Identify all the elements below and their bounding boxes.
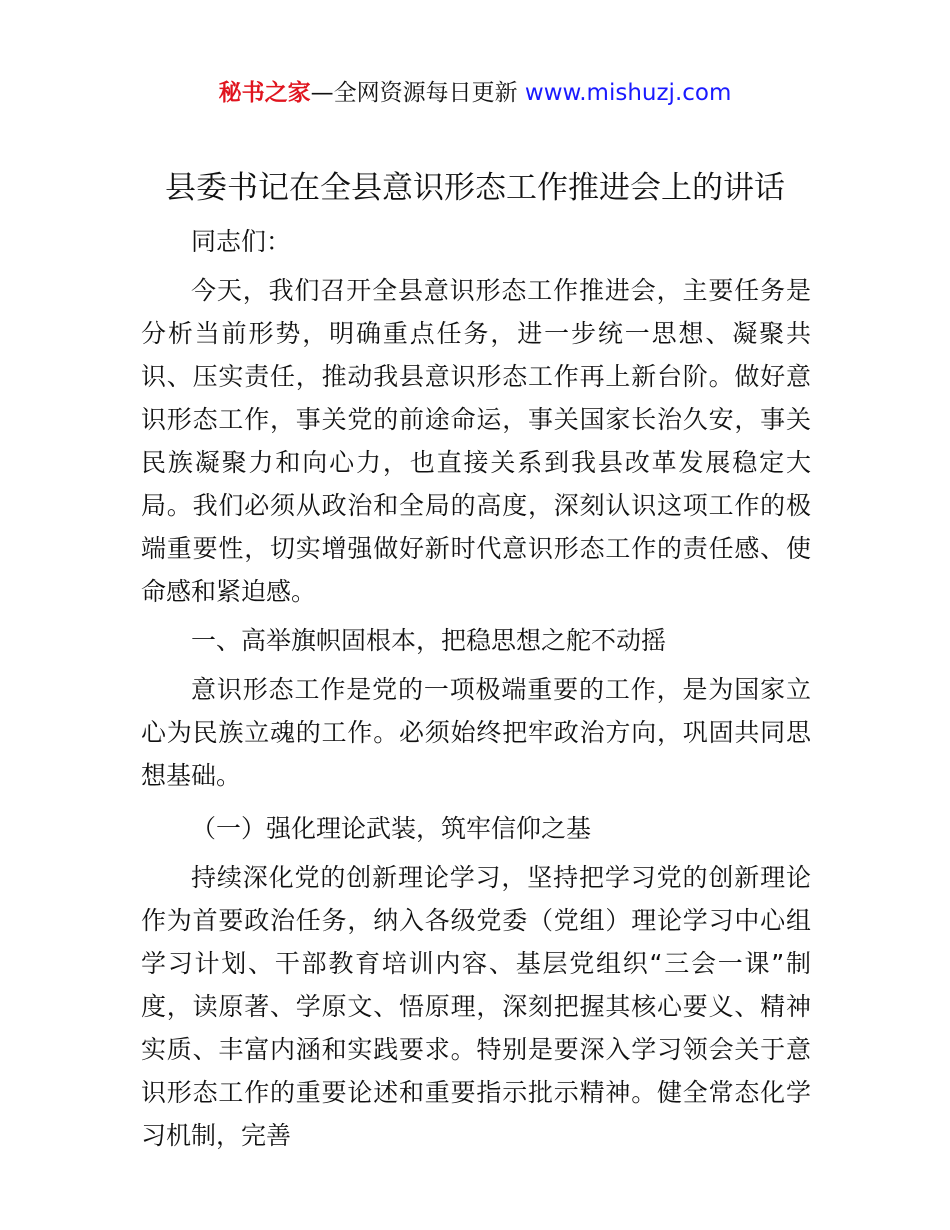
document-body [141, 220, 811, 1157]
body-paragraph: 意识形态工作是党的一项极端重要的工作，是为国家立心为民族立魂的工作。必须始终把牢政治方向，巩固共同思想基础。 [141, 675, 811, 790]
section-heading: 一、高举旗帜固根本，把稳思想之舵不动摇 [191, 626, 667, 655]
site-banner [0, 76, 950, 110]
site-brand: 秘书之家 [218, 80, 311, 106]
site-tagline: —全网资源每日更新 [310, 80, 525, 106]
body-paragraph: 今天，我们召开全县意识形态工作推进会，主要任务是分析当前形势，明确重点任务，进一步统一思想、凝聚共识、压实责任，推动我县意识形态工作再上新台阶。做好意识形态工作，事关党的前途命运，事关国家长治久安，事关民族凝聚力和向心力，也直接关系到我县改革发展稳定大局。我们必须从政治和全局的高度，深刻认识这项工作的极端重要性，切实增强做好新时代意识形态工作的责任感、使命感和紧迫感。 [141, 276, 811, 606]
body-paragraph: 持续深化党的创新理论学习，坚持把学习党的创新理论作为首要政治任务，纳入各级党委（党组）理论学习中心组学习计划、干部教育培训内容、基层党组织“三会一课”制度，读原著、学原文、悟原理，深刻把握其核心要义、精神实质、丰富内涵和实践要求。特别是要深入学习领会关于意识形态工作的重要论述和重要指示批示精神。健全常态化学习机制，完善 [141, 863, 811, 1150]
subsection-heading: （一）强化理论武装，筑牢信仰之基 [191, 814, 592, 843]
site-url-link[interactable]: www.mishuzj.com [524, 80, 732, 106]
document-title: 县委书记在全县意识形态工作推进会上的讲话 [165, 170, 785, 206]
salutation: 同志们： [191, 227, 292, 256]
